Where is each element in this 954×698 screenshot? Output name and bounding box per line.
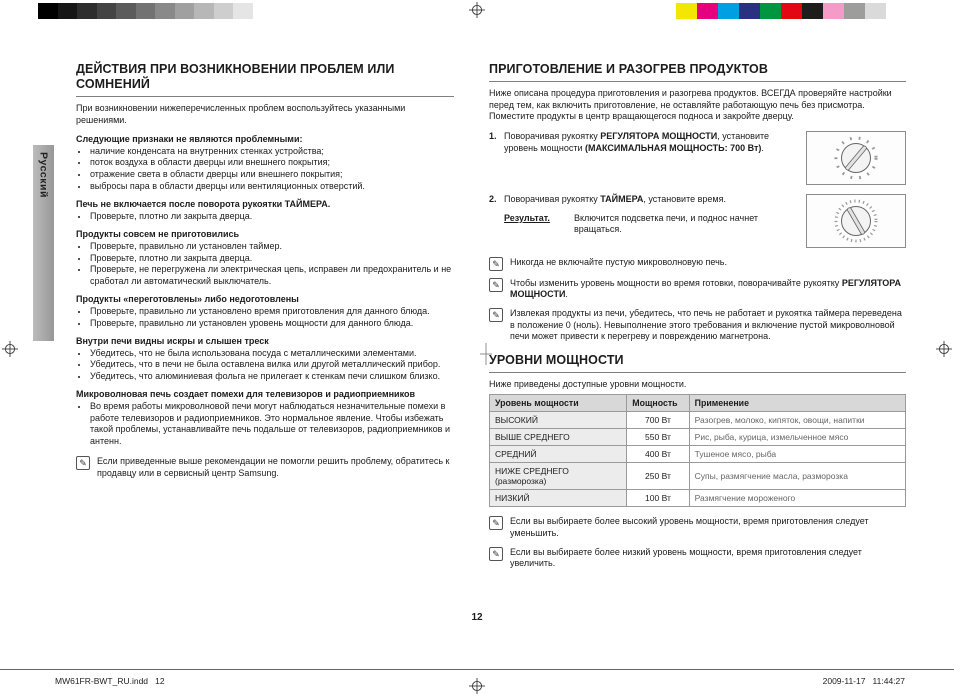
note bbox=[489, 278, 906, 301]
service-note bbox=[76, 456, 454, 479]
note bbox=[489, 257, 906, 271]
result-text: Включится подсветка печи, и поднос начнет вращаться. bbox=[574, 212, 759, 235]
table-cell: НИЗКИЙ bbox=[490, 490, 627, 507]
timer-dial-image bbox=[806, 194, 906, 248]
footer-rule bbox=[0, 669, 954, 670]
color-swatch bbox=[781, 3, 802, 19]
bullet-item: • выбросы пара в области дверцы или вентиляционных отверстий. bbox=[89, 181, 454, 193]
right-column bbox=[489, 62, 906, 577]
bullet-list bbox=[76, 211, 454, 223]
troubleshooting-intro: При возникновении нижеперечисленных проблем воспользуйтесь указанными решениями. bbox=[76, 103, 406, 125]
registration-mark-bottom bbox=[469, 678, 485, 694]
power-levels-section bbox=[489, 353, 906, 570]
table-header: Уровень мощности bbox=[490, 395, 627, 412]
color-swatch bbox=[718, 3, 739, 19]
group-heading: Следующие признаки не являются проблемными: bbox=[76, 134, 303, 145]
table-row bbox=[490, 412, 906, 429]
grayscale-swatch bbox=[233, 3, 253, 19]
table-cell: Рис, рыба, курица, измельченное мясо bbox=[689, 429, 905, 446]
table-row bbox=[490, 429, 906, 446]
note bbox=[489, 516, 906, 539]
bullet-item: • Проверьте, правильно ли установлено время приготовления для данного блюда. bbox=[89, 306, 454, 318]
bullet-item: • Проверьте, не перегружена ли электрическая цепь, исправен ли предохранитель и не сработал ли автоматический выключатель. bbox=[89, 264, 454, 287]
color-swatch bbox=[760, 3, 781, 19]
table-body bbox=[490, 412, 906, 507]
color-swatch bbox=[865, 3, 886, 19]
table-cell: Супы, размягчение масла, разморозка bbox=[689, 463, 905, 490]
service-note-text: Если приведенные выше рекомендации не помогли решить проблему, обратитесь к продавцу или в сервисный центр Samsung. bbox=[97, 456, 450, 479]
note-icon: ✎ bbox=[489, 547, 503, 561]
trouble-group bbox=[76, 336, 454, 382]
trouble-group bbox=[76, 134, 454, 192]
bullet-item: • Проверьте, плотно ли закрыта дверца. bbox=[89, 253, 454, 265]
grayscale-swatch bbox=[214, 3, 234, 19]
power-dial-graphic bbox=[811, 134, 901, 182]
registration-mark-left bbox=[2, 341, 18, 357]
note bbox=[489, 547, 906, 570]
registration-mark-top bbox=[469, 2, 485, 18]
note-text: Чтобы изменить уровень мощности во время готовки, поворачивайте рукоятку РЕГУЛЯТОРА МОЩНОСТИ. bbox=[510, 277, 901, 300]
note-text: Если вы выбираете более низкий уровень мощности, время приготовления следует увеличить. bbox=[510, 546, 862, 569]
table-cell: 250 Вт bbox=[627, 463, 689, 490]
power-levels-intro: Ниже приведены доступные уровни мощности. bbox=[489, 378, 687, 389]
table-cell: 400 Вт bbox=[627, 446, 689, 463]
bullet-item: • Убедитесь, что алюминиевая фольга не прилегает к стенкам печи слишком близко. bbox=[89, 371, 454, 383]
color-swatch bbox=[697, 3, 718, 19]
step-text: Поворачивая рукоятку ТАЙМЕРА, установите время. bbox=[504, 193, 726, 204]
table-cell: Тушеное мясо, рыба bbox=[689, 446, 905, 463]
step-text: Поворачивая рукоятку РЕГУЛЯТОРА МОЩНОСТИ, установите уровень мощности (МАКСИМАЛЬНАЯ МОЩНОСТЬ: 700 Вт). bbox=[504, 130, 770, 153]
grayscale-swatch bbox=[58, 3, 78, 19]
group-heading: Печь не включается после поворота рукоятки ТАЙМЕРА. bbox=[76, 199, 331, 210]
footer-filename: MW61FR-BWT_RU.indd 12 bbox=[55, 676, 165, 686]
note-icon: ✎ bbox=[489, 308, 503, 322]
troubleshooting-title: ДЕЙСТВИЯ ПРИ ВОЗНИКНОВЕНИИ ПРОБЛЕМ ИЛИ СОМНЕНИЙ bbox=[76, 62, 454, 97]
troubleshooting-section bbox=[76, 62, 454, 480]
note-icon: ✎ bbox=[76, 456, 90, 470]
bullet-item: • Убедитесь, что в печи не была оставлена вилка или другой металлический прибор. bbox=[89, 359, 454, 371]
power-levels-title: УРОВНИ МОЩНОСТИ bbox=[489, 353, 906, 373]
color-swatch bbox=[802, 3, 823, 19]
cooking-notes bbox=[489, 257, 906, 343]
trouble-group bbox=[76, 229, 454, 287]
bullet-item: • отражение света в области дверцы или внешнего покрытия; bbox=[89, 169, 454, 181]
bullet-item: • Проверьте, правильно ли установлен таймер. bbox=[89, 241, 454, 253]
table-header: Применение bbox=[689, 395, 905, 412]
table-cell: Разогрев, молоко, кипяток, овощи, напитки bbox=[689, 412, 905, 429]
table-row bbox=[490, 490, 906, 507]
color-swatch bbox=[823, 3, 844, 19]
page-number: 12 bbox=[471, 612, 483, 623]
grayscale-swatch bbox=[253, 3, 273, 19]
table-cell: ВЫШЕ СРЕДНЕГО bbox=[490, 429, 627, 446]
note-text: Никогда не включайте пустую микроволновую печь. bbox=[510, 256, 727, 267]
timer-dial-graphic bbox=[811, 197, 901, 245]
color-swatch bbox=[676, 3, 697, 19]
group-heading: Продукты «переготовлены» либо недоготовлены bbox=[76, 294, 299, 305]
trouble-group bbox=[76, 389, 454, 447]
language-tab bbox=[33, 145, 54, 341]
bullet-list bbox=[76, 401, 454, 447]
table-cell: 550 Вт bbox=[627, 429, 689, 446]
bullet-item: • Проверьте, правильно ли установлен уровень мощности для данного блюда. bbox=[89, 318, 454, 330]
cooking-step-2 bbox=[489, 194, 906, 248]
color-swatch bbox=[844, 3, 865, 19]
step-number: 1. bbox=[489, 130, 497, 141]
note-icon: ✎ bbox=[489, 257, 503, 271]
grayscale-calibration-bar bbox=[38, 3, 272, 19]
cooking-intro: Ниже описана процедура приготовления и разогрева продуктов. ВСЕГДА проверяйте настройки перед тем, как включить приготовление, не оставляйте работающую печь без присмотра. Поместите продукты в центр вращающегося подноса и закройте дверцу. bbox=[489, 88, 892, 122]
table-cell: Размягчение мороженого bbox=[689, 490, 905, 507]
table-cell: 700 Вт bbox=[627, 412, 689, 429]
registration-mark-right bbox=[936, 341, 952, 357]
grayscale-swatch bbox=[194, 3, 214, 19]
table-cell: 100 Вт bbox=[627, 490, 689, 507]
grayscale-swatch bbox=[175, 3, 195, 19]
table-cell: НИЖЕ СРЕДНЕГО (разморозка) bbox=[490, 463, 627, 490]
bullet-item: • поток воздуха в области дверцы или внешнего покрытия; bbox=[89, 157, 454, 169]
grayscale-swatch bbox=[155, 3, 175, 19]
grayscale-swatch bbox=[97, 3, 117, 19]
group-heading: Внутри печи видны искры и слышен треск bbox=[76, 336, 269, 347]
table-row bbox=[490, 446, 906, 463]
trouble-group bbox=[76, 199, 454, 222]
color-calibration-bar bbox=[676, 3, 886, 19]
cooking-section bbox=[489, 62, 906, 343]
bullet-list bbox=[76, 241, 454, 287]
step-text-wrap bbox=[504, 194, 806, 248]
group-heading: Продукты совсем не приготовились bbox=[76, 229, 240, 240]
table-cell: СРЕДНИЙ bbox=[490, 446, 627, 463]
cooking-step-1 bbox=[489, 131, 906, 185]
footer-timestamp: 2009-11-17 11:44:27 bbox=[822, 676, 905, 686]
result-label: Результат. bbox=[504, 212, 550, 223]
bullet-list bbox=[76, 146, 454, 192]
table-row bbox=[490, 463, 906, 490]
table-header-row bbox=[490, 395, 906, 412]
note-text: Если вы выбираете более высокий уровень мощности, время приготовления следует уменьшить. bbox=[510, 516, 869, 538]
step-number: 2. bbox=[489, 193, 497, 204]
note-text: Извлекая продукты из печи, убедитесь, что печь не работает и рукоятка таймера переведена в положение 0 (ноль). Невыполнение этого требования и включение пустой микроволновой печи может привести к перегреву и повреждению магнетрона. bbox=[510, 307, 902, 342]
bullet-list bbox=[76, 348, 454, 383]
grayscale-swatch bbox=[38, 3, 58, 19]
cooking-title: ПРИГОТОВЛЕНИЕ И РАЗОГРЕВ ПРОДУКТОВ bbox=[489, 62, 906, 82]
power-dial-image bbox=[806, 131, 906, 185]
table-header: Мощность bbox=[627, 395, 689, 412]
result-row bbox=[504, 213, 796, 237]
note-icon: ✎ bbox=[489, 278, 503, 292]
grayscale-swatch bbox=[136, 3, 156, 19]
power-notes bbox=[489, 516, 906, 569]
color-swatch bbox=[739, 3, 760, 19]
power-levels-table bbox=[489, 394, 906, 507]
table-cell: ВЫСОКИЙ bbox=[490, 412, 627, 429]
trouble-group bbox=[76, 294, 454, 329]
trouble-groups bbox=[76, 134, 454, 447]
grayscale-swatch bbox=[77, 3, 97, 19]
note-icon: ✎ bbox=[489, 516, 503, 530]
bullet-item: • Убедитесь, что не была использована посуда с металлическими элементами. bbox=[89, 348, 454, 360]
bullet-list bbox=[76, 306, 454, 329]
group-heading: Микроволновая печь создает помехи для телевизоров и радиоприемников bbox=[76, 389, 415, 400]
bullet-item: • Во время работы микроволновой печи могут наблюдаться незначительные помехи в работе телевизоров и радиоприемников. Это нормальное явление. Чтобы избежать такой проблемы, устанавливайте печь подальше от телевизоров, радиоприемников и антенн. bbox=[89, 401, 454, 447]
language-tab-label: Русский bbox=[37, 152, 50, 198]
grayscale-swatch bbox=[116, 3, 136, 19]
bullet-item: • Проверьте, плотно ли закрыта дверца. bbox=[89, 211, 454, 223]
bullet-item: • наличие конденсата на внутренних стенках устройства; bbox=[89, 146, 454, 158]
note bbox=[489, 308, 906, 343]
